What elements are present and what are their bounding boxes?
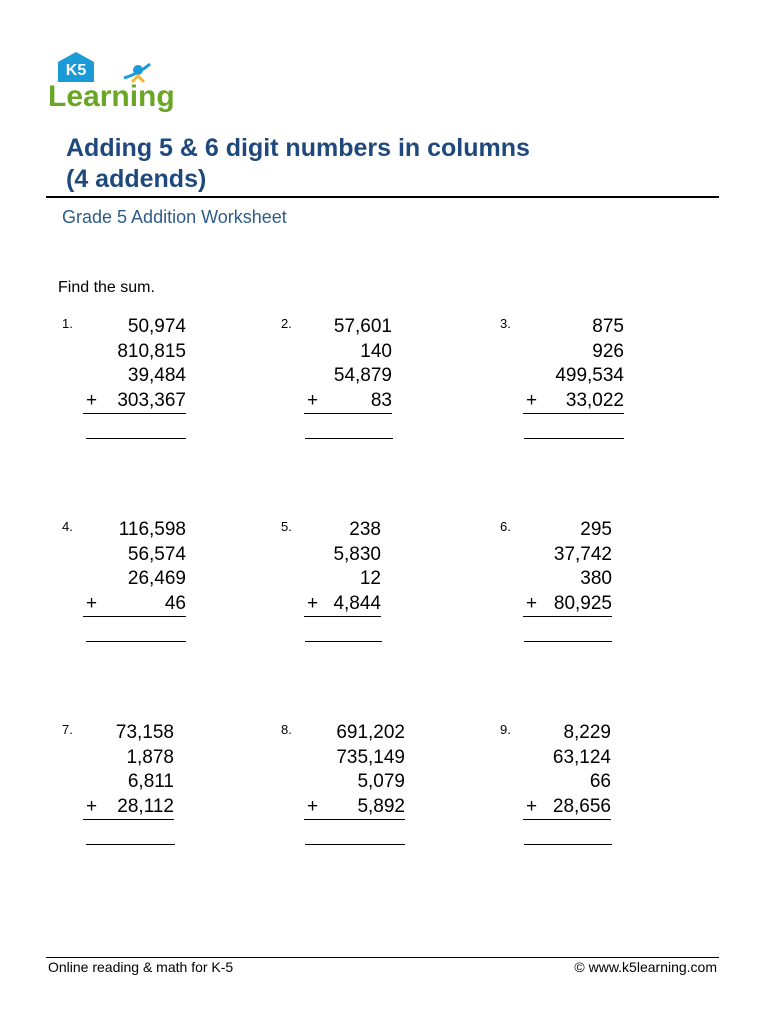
addend-value: 4,844 <box>333 592 381 614</box>
answer-line[interactable] <box>86 641 186 642</box>
addend <box>523 543 612 568</box>
problem-number: 4. <box>62 519 73 534</box>
addend-value: 83 <box>370 389 392 411</box>
addend-value: 54,879 <box>333 365 392 386</box>
addend <box>523 364 624 389</box>
instruction-text: Find the sum. <box>58 279 155 296</box>
addend <box>523 746 611 771</box>
addend-column <box>304 315 392 414</box>
plus-sign: + <box>307 795 319 817</box>
addend <box>83 770 174 795</box>
addend <box>523 567 612 592</box>
plus-sign: + <box>526 389 538 411</box>
addend-value: 12 <box>359 568 381 589</box>
addend <box>83 340 186 365</box>
addend <box>523 340 624 365</box>
addend-column <box>83 518 186 617</box>
addend <box>523 518 612 543</box>
plus-sign: + <box>526 592 538 614</box>
addend-value: 28,656 <box>552 795 611 817</box>
addend-column <box>304 518 381 617</box>
addend-value: 116,598 <box>118 519 186 540</box>
addend <box>83 518 186 543</box>
addend-value: 875 <box>592 316 624 337</box>
addend <box>304 567 381 592</box>
worksheet-subtitle: Grade 5 Addition Worksheet <box>62 207 287 227</box>
addend-column <box>523 721 611 820</box>
addend-value: 735,149 <box>336 746 405 768</box>
addend-value: 37,742 <box>553 543 612 565</box>
addend <box>304 746 405 771</box>
addend <box>523 389 624 415</box>
answer-line[interactable] <box>305 438 393 439</box>
addend-value: 5,830 <box>333 543 381 565</box>
addend <box>304 543 381 568</box>
problem-number: 6. <box>500 519 511 534</box>
problem-number: 8. <box>281 722 292 737</box>
addend <box>304 770 405 795</box>
plus-sign: + <box>307 592 319 614</box>
addend <box>304 518 381 543</box>
addend-value: 926 <box>592 340 624 362</box>
addend-value: 303,367 <box>117 389 186 411</box>
addend-column <box>523 315 624 414</box>
problem-number: 1. <box>62 316 73 331</box>
plus-sign: + <box>86 389 98 411</box>
title-line-1: Adding 5 & 6 digit numbers in columns <box>66 134 530 162</box>
addend <box>83 315 186 340</box>
addend-column <box>83 315 186 414</box>
addend <box>304 592 381 618</box>
addend <box>304 364 392 389</box>
answer-line[interactable] <box>524 438 624 439</box>
logo-learning-text: Learning <box>48 80 175 113</box>
addend-value: 57,601 <box>333 316 392 337</box>
addend-value: 8,229 <box>563 722 611 743</box>
addend-value: 39,484 <box>127 365 186 386</box>
problem-number: 7. <box>62 722 73 737</box>
addend <box>83 721 174 746</box>
addend <box>523 592 612 618</box>
addend <box>83 364 186 389</box>
addend <box>304 389 392 415</box>
addend-value: 6,811 <box>127 771 174 792</box>
answer-line[interactable] <box>524 844 612 845</box>
addend <box>83 746 174 771</box>
addend-value: 46 <box>164 592 186 614</box>
addend-value: 33,022 <box>565 389 624 411</box>
answer-line[interactable] <box>524 641 612 642</box>
title-divider <box>46 196 719 198</box>
addend <box>83 592 186 618</box>
logo-k5-text: K5 <box>65 62 87 79</box>
answer-line[interactable] <box>305 641 382 642</box>
footer-divider <box>46 957 719 958</box>
worksheet-title <box>66 133 530 195</box>
addend-value: 56,574 <box>127 543 186 565</box>
plus-sign: + <box>86 592 98 614</box>
plus-sign: + <box>307 389 319 411</box>
problem-number: 5. <box>281 519 292 534</box>
answer-line[interactable] <box>86 438 186 439</box>
addend <box>304 795 405 821</box>
addend-column <box>304 721 405 820</box>
addend <box>83 567 186 592</box>
addend <box>83 389 186 415</box>
addend <box>304 340 392 365</box>
answer-line[interactable] <box>86 844 175 845</box>
addend-value: 1,878 <box>126 746 174 768</box>
addend <box>523 315 624 340</box>
problem-number: 9. <box>500 722 511 737</box>
addend-value: 5,079 <box>357 771 405 792</box>
problem-number: 2. <box>281 316 292 331</box>
addend-value: 810,815 <box>117 340 186 362</box>
addend-value: 66 <box>589 771 611 792</box>
addend-value: 63,124 <box>552 746 611 768</box>
addend <box>304 315 392 340</box>
addend <box>304 721 405 746</box>
title-line-2: (4 addends) <box>66 165 207 193</box>
addend <box>523 795 611 821</box>
addend-value: 50,974 <box>127 316 186 337</box>
addend-value: 26,469 <box>127 568 186 589</box>
addend <box>523 721 611 746</box>
addend-column <box>523 518 612 617</box>
addend-value: 5,892 <box>357 795 405 817</box>
addend-value: 238 <box>349 519 381 540</box>
addend-column <box>83 721 174 820</box>
addend-value: 295 <box>580 519 612 540</box>
addend-value: 73,158 <box>115 722 174 743</box>
answer-line[interactable] <box>305 844 405 845</box>
footer-tagline: Online reading & math for K-5 <box>48 959 234 975</box>
addend-value: 140 <box>360 340 392 362</box>
footer-website: © www.k5learning.com <box>574 959 717 975</box>
addend <box>83 795 174 821</box>
problem-number: 3. <box>500 316 511 331</box>
addend-value: 28,112 <box>117 795 174 817</box>
addend-value: 380 <box>580 568 612 589</box>
addend <box>523 770 611 795</box>
addend <box>83 543 186 568</box>
plus-sign: + <box>526 795 538 817</box>
addend-value: 80,925 <box>553 592 612 614</box>
k5-learning-logo <box>46 48 188 116</box>
addend-value: 499,534 <box>555 365 624 386</box>
plus-sign: + <box>86 795 98 817</box>
addend-value: 691,202 <box>336 722 405 743</box>
